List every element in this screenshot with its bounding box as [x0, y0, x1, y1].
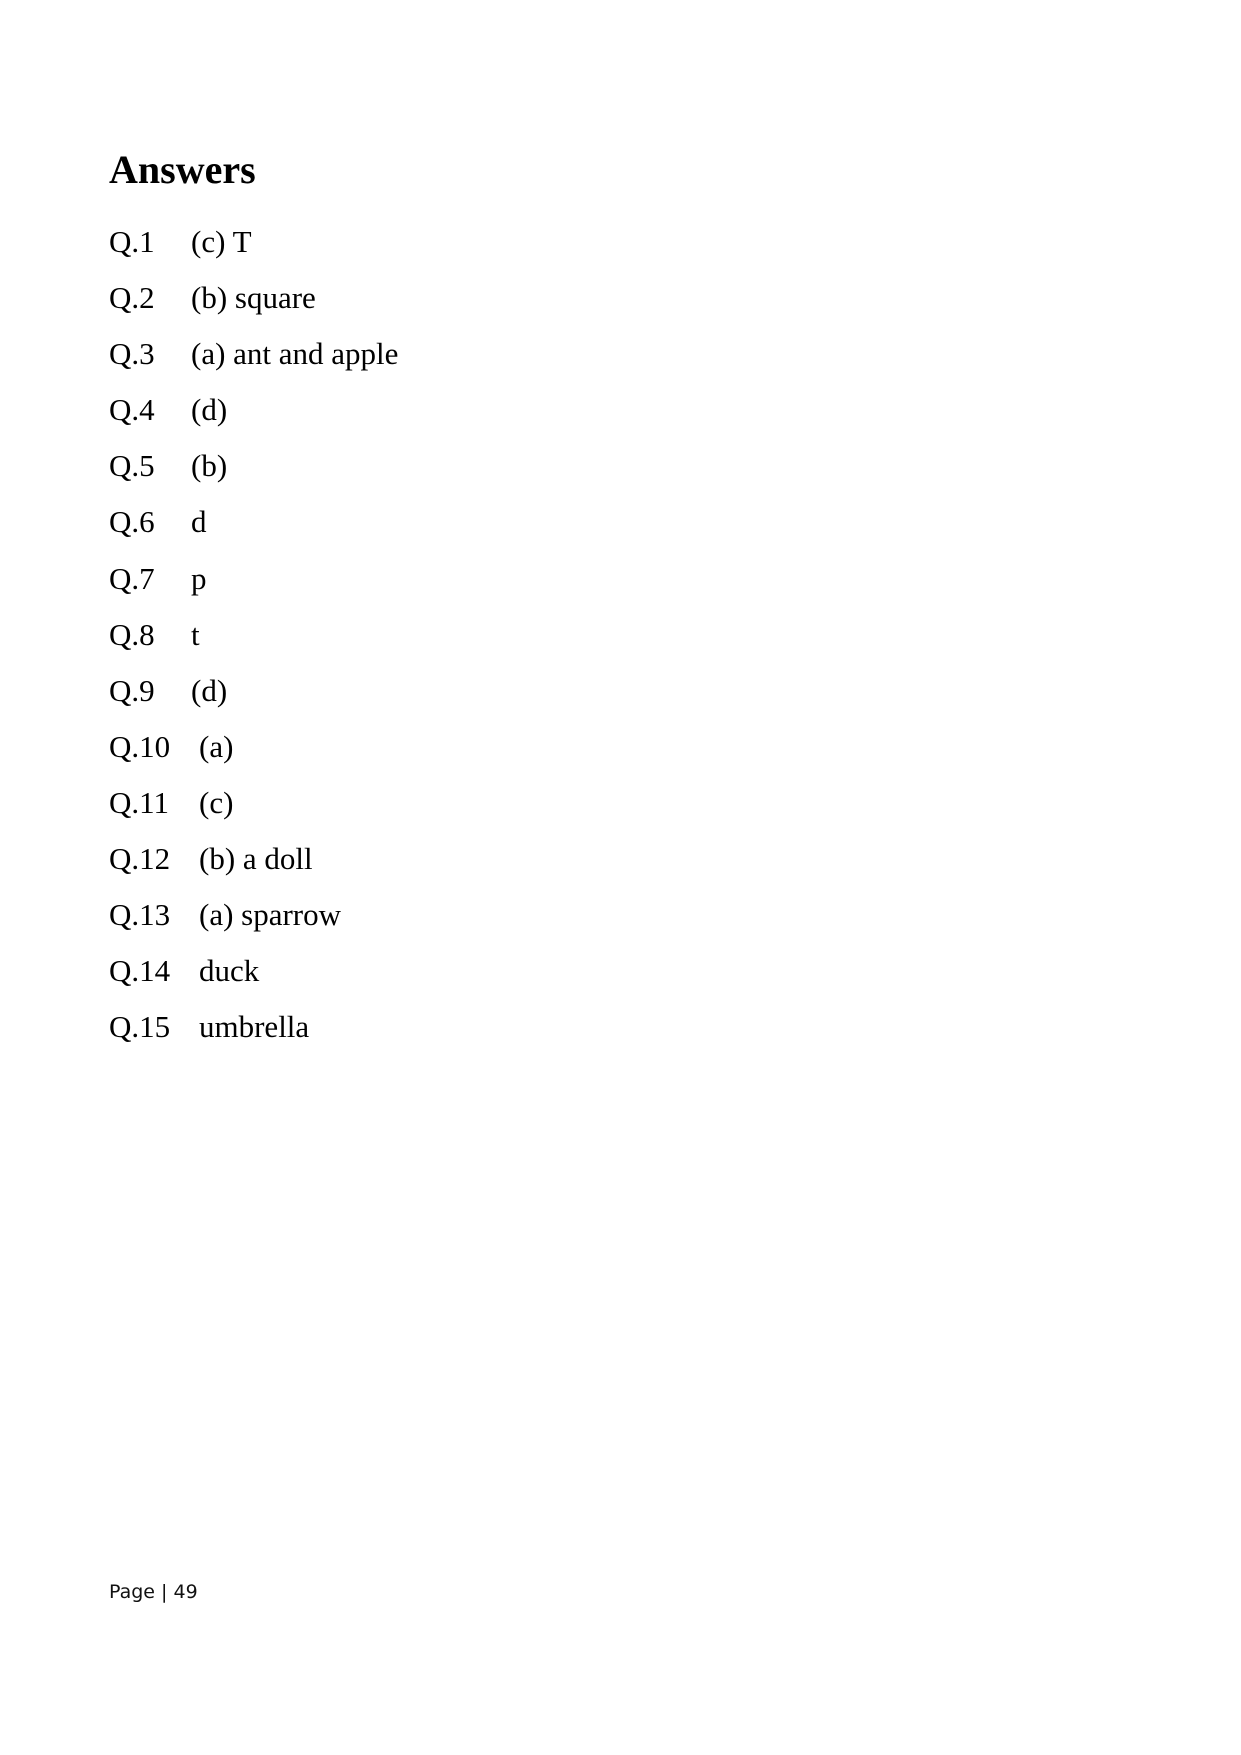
answer-row: [109, 719, 398, 775]
page-heading: Answers: [109, 147, 256, 192]
question-number: Q.11: [109, 784, 169, 820]
answer-text: p: [191, 560, 207, 596]
answer-text: (a) sparrow: [199, 897, 342, 933]
answer-row: [109, 382, 398, 438]
answer-text: (c): [199, 784, 234, 820]
question-number: Q.14: [109, 953, 171, 989]
answer-row: [109, 214, 398, 270]
answer-text: t: [191, 616, 200, 652]
answer-text: (a): [199, 728, 234, 764]
answer-row: [109, 551, 398, 607]
answer-row: [109, 270, 398, 326]
answer-list: [109, 214, 398, 1055]
answer-row: [109, 663, 398, 719]
answer-row: [109, 775, 398, 831]
question-number: Q.7: [109, 560, 155, 596]
question-number: Q.8: [109, 616, 155, 652]
question-number: Q.13: [109, 897, 171, 933]
page-footer: [109, 1580, 198, 1604]
answer-row: [109, 831, 398, 887]
answer-row: [109, 494, 398, 550]
question-number: Q.4: [109, 392, 155, 428]
question-number: Q.5: [109, 448, 155, 484]
answer-text: duck: [199, 953, 260, 989]
answer-text: (a) ant and apple: [191, 336, 399, 372]
answer-text: (d): [191, 672, 228, 708]
page-label: Page: [109, 1581, 155, 1603]
answer-text: (b): [191, 448, 228, 484]
question-number: Q.1: [109, 224, 155, 259]
answer-text: d: [191, 504, 207, 540]
question-number: Q.15: [109, 1009, 171, 1045]
question-number: Q.6: [109, 504, 155, 540]
answer-text: (c) T: [191, 224, 252, 259]
answer-row: [109, 607, 398, 663]
answer-text: (b) a doll: [199, 841, 313, 877]
page-separator: |: [161, 1581, 168, 1603]
answer-row: [109, 438, 398, 494]
answer-text: (d): [191, 392, 228, 428]
answer-text: (b) square: [191, 280, 316, 316]
answer-row: [109, 326, 398, 382]
answer-text: umbrella: [199, 1009, 310, 1045]
question-number: Q.9: [109, 672, 155, 708]
question-number: Q.2: [109, 280, 155, 316]
question-number: Q.12: [109, 841, 171, 877]
question-number: Q.10: [109, 728, 171, 764]
question-number: Q.3: [109, 336, 155, 372]
answer-row: [109, 943, 398, 999]
answer-row: [109, 887, 398, 943]
answer-row: [109, 999, 398, 1055]
page-number: 49: [173, 1581, 198, 1603]
